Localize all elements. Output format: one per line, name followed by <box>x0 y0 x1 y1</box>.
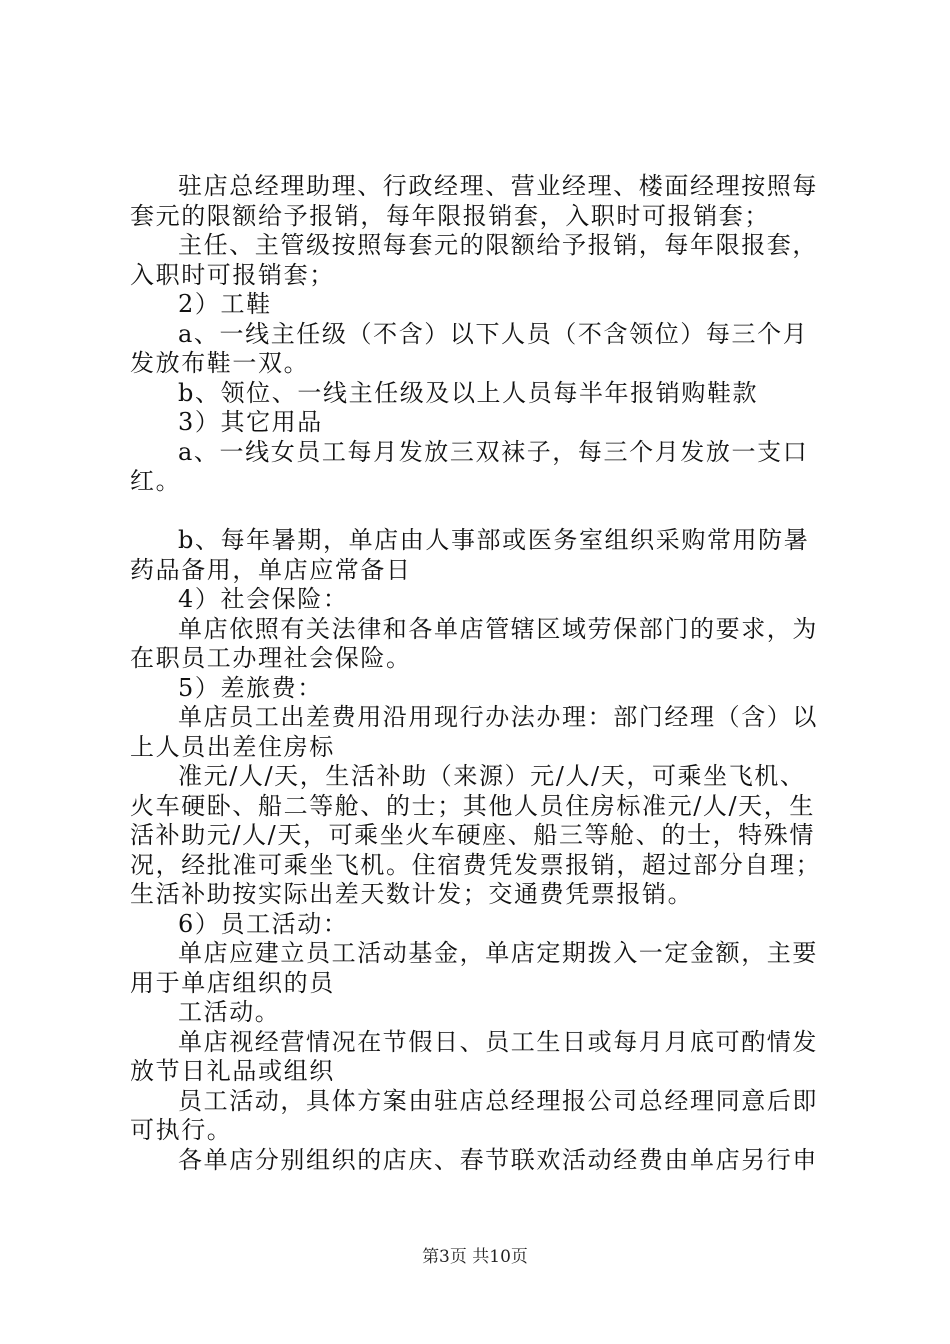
paragraph: 员工活动，具体方案由驻店总经理报公司总经理同意后即可执行。 <box>130 1086 818 1144</box>
paragraph: 主任、主管级按照每套元的限额给予报销，每年限报套，入职时可报销套； <box>130 231 818 289</box>
paragraph: 5）差旅费： <box>178 673 323 702</box>
paragraph: 4）社会保险： <box>178 585 349 613</box>
paragraph: 工活动。 <box>178 998 281 1026</box>
paragraph: 单店依照有关法律和各单店管辖区域劳保部门的要求，为在职员工办理社会保险。 <box>130 614 818 672</box>
paragraph: 6）员工活动： <box>178 909 349 938</box>
paragraph: a、一线女员工每月发放三双袜子，每三个月发放一支口红。 <box>130 437 809 495</box>
paragraph: 驻店总经理助理、行政经理、营业经理、楼面经理按照每套元的限额给予报销，每年限报销套，入职时可报销套； <box>130 172 818 230</box>
paragraph: 单店应建立员工活动基金，单店定期拨入一定金额，主要用于单店组织的员 <box>130 939 818 997</box>
paragraph: a、一线主任级（不含）以下人员（不含领位）每三个月发放布鞋一双。 <box>130 319 809 377</box>
paragraph: 2）工鞋 <box>178 290 272 318</box>
paragraph: 单店员工出差费用沿用现行办法办理：部门经理（含）以上人员出差住房标 <box>130 703 818 761</box>
paragraph: b、领位、一线主任级及以上人员每半年报销购鞋款 <box>178 378 759 407</box>
paragraph: 各单店分别组织的店庆、春节联欢活动经费由单店另行申 <box>178 1145 818 1174</box>
paragraph: 准元/人/天，生活补助（来源）元/人/天，可乘坐飞机、火车硬卧、船二等舱、的士；其他人员住房标准元/人/天，生活补助元/人/天，可乘坐火车硬座、船三等舱、的士，特殊情况，经批准可乘坐飞机。住宿费凭发票报销，超过部分自理；生活补助按实际出差天数计发；交通费凭票报销。 <box>130 762 822 908</box>
paragraph: 单店视经营情况在节假日、员工生日或每月月底可酌情发放节日礼品或组织 <box>130 1027 818 1085</box>
document-body <box>130 172 830 1175</box>
paragraph: 3）其它用品 <box>178 408 323 436</box>
paragraph: b、每年暑期，单店由人事部或医务室组织采购常用防暑药品备用，单店应常备日 <box>130 526 810 584</box>
page-number-footer: 第3页 共10页 <box>422 1247 528 1267</box>
